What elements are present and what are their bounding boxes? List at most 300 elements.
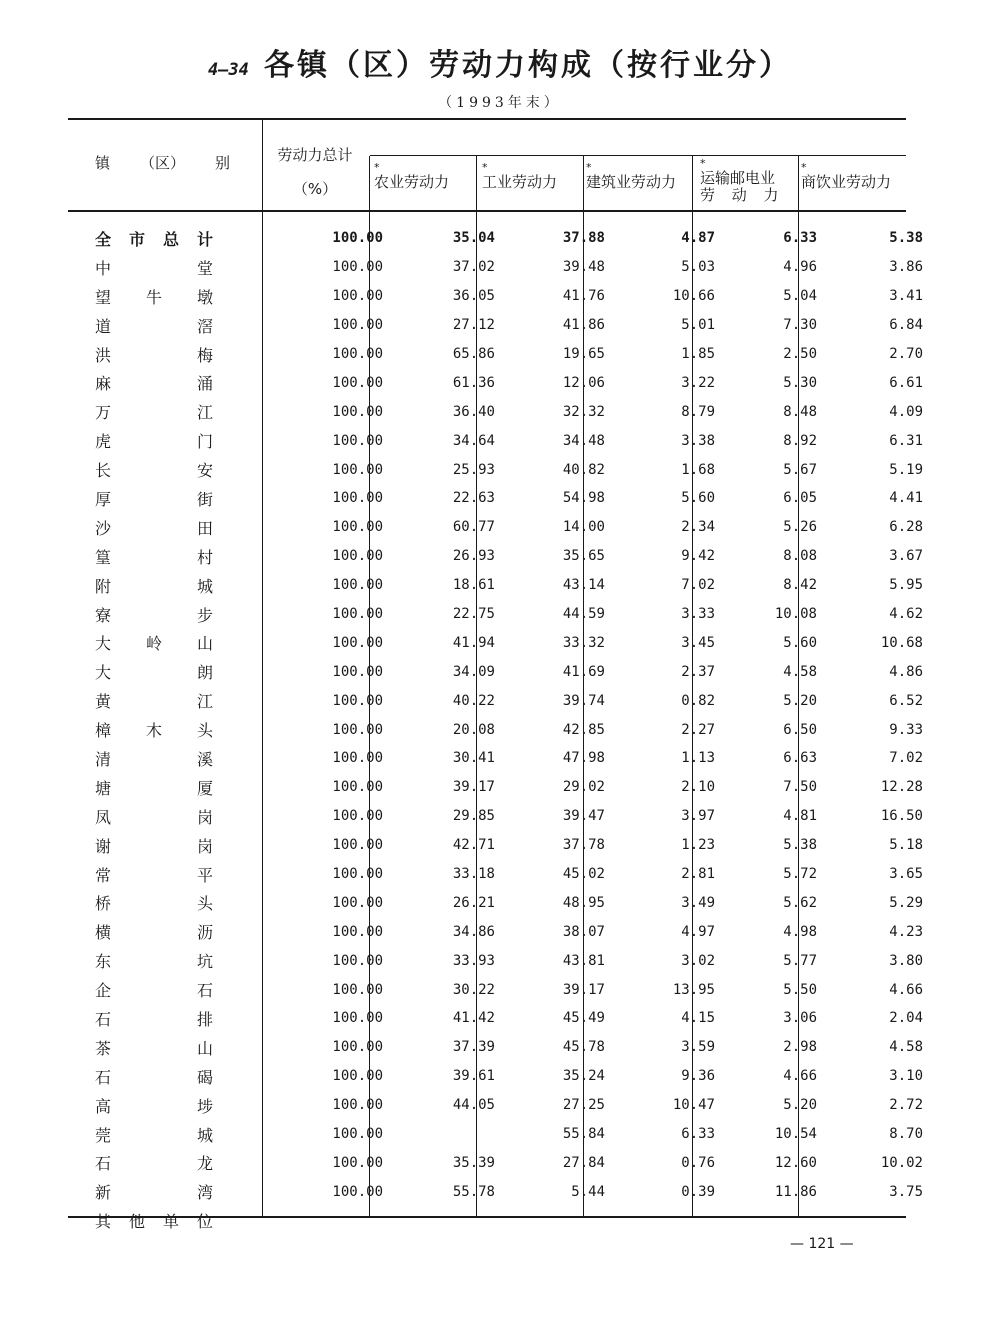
commerce-cell: 6.52 <box>889 692 923 709</box>
table-row <box>95 311 923 340</box>
industry-cell: 5.44 <box>571 1183 605 1200</box>
total-cell: 100.00 <box>332 750 383 767</box>
construction-cell: 3.59 <box>681 1039 715 1056</box>
region-name <box>95 1091 215 1120</box>
commerce-cell: 3.67 <box>889 548 923 565</box>
region-name-chars <box>95 920 213 943</box>
region-name <box>95 1149 215 1178</box>
industry-cell: 54.98 <box>562 490 605 507</box>
region-name-char: 洪 <box>95 345 112 365</box>
region-name-char: 石 <box>196 981 213 1001</box>
region-name-chars <box>95 1209 213 1232</box>
commerce-cell: 3.41 <box>889 288 923 305</box>
commerce-cell <box>817 1206 923 1235</box>
region-name <box>95 628 215 657</box>
region-name-char: 石 <box>95 1154 112 1174</box>
total-cell: 100.00 <box>332 837 383 854</box>
industry-cell: 45.02 <box>562 866 605 883</box>
region-name <box>95 657 215 686</box>
commerce-cell: 5.18 <box>889 837 923 854</box>
table-row <box>95 831 923 860</box>
commerce-cell: 3.10 <box>889 1068 923 1085</box>
table-row <box>95 975 923 1004</box>
construction-cell: 0.82 <box>681 692 715 709</box>
transport-header-line2: 劳 动 力 <box>700 186 785 204</box>
region-name-char: 中 <box>95 258 112 278</box>
total-cell: 100.00 <box>332 230 383 247</box>
region-name-char: 湾 <box>196 1183 213 1203</box>
commerce-cell: 4.09 <box>889 403 923 420</box>
total-cell: 100.00 <box>332 894 383 911</box>
region-name <box>95 542 215 571</box>
region-name-chars <box>95 1180 213 1203</box>
transport-cell: 5.60 <box>783 634 817 651</box>
region-name-char: 高 <box>95 1096 112 1116</box>
region-name-char: 全 <box>95 229 112 249</box>
construction-cell: 9.36 <box>681 1068 715 1085</box>
region-name <box>95 455 215 484</box>
total-cell: 100.00 <box>332 952 383 969</box>
region-name-char: 虎 <box>95 432 112 452</box>
construction-cell: 3.22 <box>681 374 715 391</box>
region-name-char: 企 <box>95 981 112 1001</box>
total-cell: 100.00 <box>332 519 383 536</box>
subheader-rule <box>370 155 906 156</box>
industry-cell <box>495 1206 605 1235</box>
industry-cell: 37.78 <box>562 837 605 854</box>
industry-cell: 27.84 <box>562 1154 605 1171</box>
industry-cell: 45.49 <box>562 1010 605 1027</box>
region-name-char: 城 <box>196 1125 213 1145</box>
region-name <box>95 484 215 513</box>
region-name-chars <box>95 949 213 972</box>
region-name-char: 涌 <box>196 374 213 394</box>
agri-cell: 41.94 <box>452 634 495 651</box>
total-cell: 100.00 <box>332 432 383 449</box>
region-name-char: 凤 <box>95 807 112 827</box>
construction-cell: 3.38 <box>681 432 715 449</box>
construction-cell: 1.85 <box>681 346 715 362</box>
region-name-chars <box>95 458 213 481</box>
region-name-char: 村 <box>196 547 213 567</box>
region-name <box>95 686 215 715</box>
region-name-char: 樟 <box>95 721 112 741</box>
industry-cell: 40.82 <box>562 461 605 478</box>
region-name-chars <box>95 400 213 423</box>
commerce-cell: 2.70 <box>889 346 923 362</box>
labor-table <box>95 224 923 1235</box>
agri-cell: 55.78 <box>452 1183 495 1200</box>
region-name <box>95 888 215 917</box>
region-name-char: 江 <box>196 403 213 423</box>
region-name-char: 道 <box>95 316 112 336</box>
table-row <box>95 368 923 397</box>
table-row <box>95 1177 923 1206</box>
agri-cell: 26.93 <box>452 548 495 565</box>
total-cell: 100.00 <box>332 981 383 998</box>
construction-cell: 7.02 <box>681 577 715 594</box>
region-name-char: 桥 <box>95 894 112 914</box>
region-name <box>95 600 215 629</box>
agri-cell: 41.42 <box>452 1010 495 1027</box>
region-header-part: （区） <box>139 154 185 172</box>
commerce-cell: 7.02 <box>889 750 923 767</box>
region-name-char: 堂 <box>196 258 213 278</box>
construction-cell: 5.01 <box>681 317 715 334</box>
construction-cell: 0.76 <box>681 1154 715 1171</box>
transport-cell: 6.33 <box>783 230 817 247</box>
region-name-char: 厚 <box>95 489 112 509</box>
construction-cell: 3.45 <box>681 634 715 651</box>
transport-cell: 6.05 <box>783 490 817 507</box>
industry-cell: 45.78 <box>562 1039 605 1056</box>
region-name-char: 安 <box>196 461 213 481</box>
table-row <box>95 1120 923 1149</box>
region-name-char: 沥 <box>196 923 213 943</box>
industry-cell: 44.59 <box>562 606 605 623</box>
table-row <box>95 455 923 484</box>
industry-cell: 43.81 <box>562 952 605 969</box>
construction-cell: 3.33 <box>681 606 715 623</box>
region-name <box>95 1004 215 1033</box>
agri-cell: 26.21 <box>452 894 495 911</box>
agri-cell <box>387 1206 495 1235</box>
region-name-char: 江 <box>196 692 213 712</box>
region-name-char: 头 <box>196 894 213 914</box>
table-row <box>95 282 923 311</box>
commerce-cell: 9.33 <box>889 721 923 738</box>
transport-cell: 4.66 <box>783 1068 817 1085</box>
total-cell: 100.00 <box>332 490 383 507</box>
region-name-char: 篁 <box>95 547 112 567</box>
transport-cell: 5.20 <box>783 1097 817 1114</box>
region-name-chars <box>95 603 213 626</box>
commerce-cell: 8.70 <box>889 1126 923 1143</box>
region-name-char: 平 <box>196 865 213 885</box>
transport-cell: 4.96 <box>783 259 817 276</box>
commerce-cell: 12.28 <box>880 779 923 796</box>
agri-header-label: 农业劳动力 <box>374 173 450 191</box>
agri-cell: 44.05 <box>452 1097 495 1114</box>
construction-cell: 2.10 <box>681 779 715 796</box>
total-cell: 100.00 <box>332 692 383 709</box>
transport-cell: 5.77 <box>783 952 817 969</box>
construction-cell: 9.42 <box>681 548 715 565</box>
commerce-cell: 3.80 <box>889 952 923 969</box>
total-cell: 100.00 <box>332 317 383 334</box>
star-mark: * <box>374 161 380 174</box>
commerce-cell: 2.72 <box>889 1097 923 1114</box>
commerce-cell: 5.95 <box>889 577 923 594</box>
construction-cell: 10.47 <box>672 1097 715 1114</box>
region-name-chars <box>95 256 213 279</box>
table-row <box>95 397 923 426</box>
total-cell: 100.00 <box>332 461 383 478</box>
region-name-chars <box>95 516 213 539</box>
transport-header <box>700 158 796 204</box>
region-name-chars <box>95 1007 213 1030</box>
region-header-part: 别 <box>214 154 230 172</box>
agri-cell: 60.77 <box>452 519 495 536</box>
commerce-cell: 4.66 <box>889 981 923 998</box>
total-cell: 100.00 <box>332 779 383 796</box>
region-name-char: 茶 <box>95 1038 112 1058</box>
region-name <box>95 224 215 253</box>
agri-cell: 25.93 <box>452 461 495 478</box>
region-name <box>95 917 215 946</box>
region-name-char: 山 <box>196 634 213 654</box>
table-row <box>95 686 923 715</box>
transport-cell: 4.81 <box>783 808 817 825</box>
table-row <box>95 946 923 975</box>
star-mark: * <box>482 161 488 174</box>
region-name-char: 横 <box>95 923 112 943</box>
table-body <box>95 224 923 1235</box>
region-name-char: 总 <box>162 229 179 249</box>
region-name-char: 石 <box>95 1067 112 1087</box>
transport-cell: 8.48 <box>783 403 817 420</box>
table-row <box>95 340 923 369</box>
table-row <box>95 426 923 455</box>
industry-cell: 42.85 <box>562 721 605 738</box>
table-row <box>95 484 923 513</box>
total-cell: 100.00 <box>332 1126 383 1143</box>
table-row <box>95 744 923 773</box>
page-number: — 121 — <box>790 1236 854 1252</box>
table-row <box>95 1149 923 1178</box>
agri-cell: 42.71 <box>452 837 495 854</box>
total-cell: 100.00 <box>332 866 383 883</box>
region-name-chars <box>95 1036 213 1059</box>
table-row <box>95 1206 923 1235</box>
region-name-chars <box>95 834 213 857</box>
region-name-chars <box>95 805 213 828</box>
region-name-chars <box>95 285 213 308</box>
region-name-char: 牛 <box>145 287 162 307</box>
total-cell: 100.00 <box>332 1010 383 1027</box>
region-name <box>95 253 215 282</box>
top-rule <box>68 118 906 120</box>
industry-cell: 34.48 <box>562 432 605 449</box>
construction-cell: 6.33 <box>681 1126 715 1143</box>
total-cell: 100.00 <box>332 808 383 825</box>
transport-cell: 8.08 <box>783 548 817 565</box>
table-row <box>95 888 923 917</box>
total-cell: 100.00 <box>332 663 383 680</box>
total-cell: 100.00 <box>332 548 383 565</box>
region-name <box>95 282 215 311</box>
agri-cell: 27.12 <box>452 317 495 334</box>
region-name <box>95 1062 215 1091</box>
region-name-char: 朗 <box>196 663 213 683</box>
total-cell: 100.00 <box>332 1039 383 1056</box>
region-header-part: 镇 <box>95 154 111 172</box>
table-title <box>0 40 1000 84</box>
region-name-chars <box>95 1094 213 1117</box>
region-name-chars <box>95 863 213 886</box>
region-name-char: 东 <box>95 952 112 972</box>
region-name-char: 沙 <box>95 518 112 538</box>
agri-cell: 29.85 <box>452 808 495 825</box>
region-name-char: 塘 <box>95 778 112 798</box>
region-name-char: 万 <box>95 403 112 423</box>
region-name-char: 石 <box>95 1009 112 1029</box>
region-name <box>95 715 215 744</box>
region-name-chars <box>95 1123 213 1146</box>
industry-cell: 32.32 <box>562 403 605 420</box>
region-name-char: 位 <box>196 1212 213 1232</box>
region-name-char: 单 <box>162 1212 179 1232</box>
industry-cell: 39.47 <box>562 808 605 825</box>
table-row <box>95 571 923 600</box>
table-row <box>95 1091 923 1120</box>
region-name-chars <box>95 718 213 741</box>
construction-cell: 2.27 <box>681 721 715 738</box>
region-name-chars <box>95 660 213 683</box>
total-cell: 100.00 <box>332 259 383 276</box>
region-name-char: 梅 <box>196 345 213 365</box>
industry-cell: 35.24 <box>562 1068 605 1085</box>
industry-cell: 33.32 <box>562 634 605 651</box>
transport-cell: 2.50 <box>783 346 817 362</box>
region-name-char: 其 <box>95 1212 112 1232</box>
total-header-unit: （%） <box>292 180 338 198</box>
agri-cell: 61.36 <box>452 374 495 391</box>
construction-cell: 0.39 <box>681 1183 715 1200</box>
total-cell: 100.00 <box>332 1154 383 1171</box>
region-name-char: 溪 <box>196 749 213 769</box>
region-name-char: 门 <box>196 432 213 452</box>
agri-cell: 39.17 <box>452 779 495 796</box>
commerce-cell: 6.28 <box>889 519 923 536</box>
table-subtitle: （1993年末） <box>438 95 562 111</box>
total-cell: 100.00 <box>332 374 383 391</box>
region-name <box>95 1033 215 1062</box>
total-cell: 100.00 <box>332 923 383 940</box>
table-row <box>95 513 923 542</box>
industry-cell: 48.95 <box>562 894 605 911</box>
commerce-header <box>801 162 905 191</box>
transport-cell: 7.30 <box>783 317 817 334</box>
region-name-char: 黄 <box>95 692 112 712</box>
region-name-char: 碣 <box>196 1067 213 1087</box>
commerce-cell: 3.86 <box>889 259 923 276</box>
region-name-char: 头 <box>196 721 213 741</box>
region-name-char: 岗 <box>196 807 213 827</box>
construction-cell: 1.13 <box>681 750 715 767</box>
region-name <box>95 946 215 975</box>
agri-cell: 39.61 <box>452 1068 495 1085</box>
region-name-char: 大 <box>95 663 112 683</box>
region-name-char: 城 <box>196 576 213 596</box>
industry-cell: 38.07 <box>562 923 605 940</box>
region-name <box>95 744 215 773</box>
region-name-char: 长 <box>95 461 112 481</box>
total-cell: 100.00 <box>332 288 383 305</box>
commerce-cell: 5.19 <box>889 461 923 478</box>
construction-cell: 3.02 <box>681 952 715 969</box>
total-header-label: 劳动力总计 <box>277 146 353 164</box>
construction-cell: 2.81 <box>681 866 715 883</box>
region-name-chars <box>95 631 213 654</box>
agri-cell: 33.18 <box>452 866 495 883</box>
region-name <box>95 1120 215 1149</box>
agri-cell: 35.04 <box>452 230 495 247</box>
industry-cell: 47.98 <box>562 750 605 767</box>
total-cell <box>215 1206 387 1235</box>
construction-cell: 4.87 <box>681 230 715 247</box>
transport-cell: 4.98 <box>783 923 817 940</box>
region-name-char: 附 <box>95 576 112 596</box>
region-name-chars <box>95 227 213 250</box>
commerce-cell: 6.31 <box>889 432 923 449</box>
transport-cell: 5.20 <box>783 692 817 709</box>
commerce-cell: 4.62 <box>889 606 923 623</box>
transport-cell: 5.30 <box>783 374 817 391</box>
construction-cell: 2.34 <box>681 519 715 536</box>
region-name-char: 清 <box>95 749 112 769</box>
region-name-char: 龙 <box>196 1154 213 1174</box>
agri-cell: 36.40 <box>452 403 495 420</box>
transport-cell: 5.50 <box>783 981 817 998</box>
agri-cell: 37.39 <box>452 1039 495 1056</box>
region-name-chars <box>95 776 213 799</box>
commerce-cell: 6.84 <box>889 317 923 334</box>
industry-cell: 37.88 <box>562 230 605 247</box>
construction-cell: 4.15 <box>681 1010 715 1027</box>
commerce-cell: 5.29 <box>889 894 923 911</box>
total-cell: 100.00 <box>332 403 383 420</box>
transport-header-line1: 运输邮电业 <box>700 169 776 187</box>
agri-cell: 22.75 <box>452 606 495 623</box>
transport-cell: 10.08 <box>774 606 817 623</box>
commerce-header-label: 商饮业劳动力 <box>801 173 892 191</box>
industry-cell: 41.69 <box>562 663 605 680</box>
region-name-char: 他 <box>128 1212 145 1232</box>
industry-cell: 29.02 <box>562 779 605 796</box>
transport-cell: 8.42 <box>783 577 817 594</box>
transport-cell: 6.50 <box>783 721 817 738</box>
region-name <box>95 975 215 1004</box>
commerce-cell: 4.41 <box>889 490 923 507</box>
table-row <box>95 657 923 686</box>
region-name-char: 计 <box>196 229 213 249</box>
construction-cell: 3.97 <box>681 808 715 825</box>
region-name <box>95 340 215 369</box>
region-name-char: 寮 <box>95 605 112 625</box>
construction-cell: 8.79 <box>681 403 715 420</box>
region-name <box>95 513 215 542</box>
table-row <box>95 600 923 629</box>
region-name-char: 滘 <box>196 316 213 336</box>
region-name-chars <box>95 371 213 394</box>
industry-cell: 39.17 <box>562 981 605 998</box>
region-name-char: 墩 <box>196 287 213 307</box>
region-name-chars <box>95 487 213 510</box>
region-name <box>95 397 215 426</box>
region-header <box>95 152 230 173</box>
transport-cell: 2.98 <box>783 1039 817 1056</box>
region-name-char: 木 <box>145 721 162 741</box>
construction-cell: 10.66 <box>672 288 715 305</box>
region-name-chars <box>95 314 213 337</box>
region-name <box>95 860 215 889</box>
transport-cell <box>715 1206 817 1235</box>
agri-cell: 34.86 <box>452 923 495 940</box>
star-mark: * <box>801 161 807 174</box>
region-name-char: 埗 <box>196 1096 213 1116</box>
industry-cell: 43.14 <box>562 577 605 594</box>
